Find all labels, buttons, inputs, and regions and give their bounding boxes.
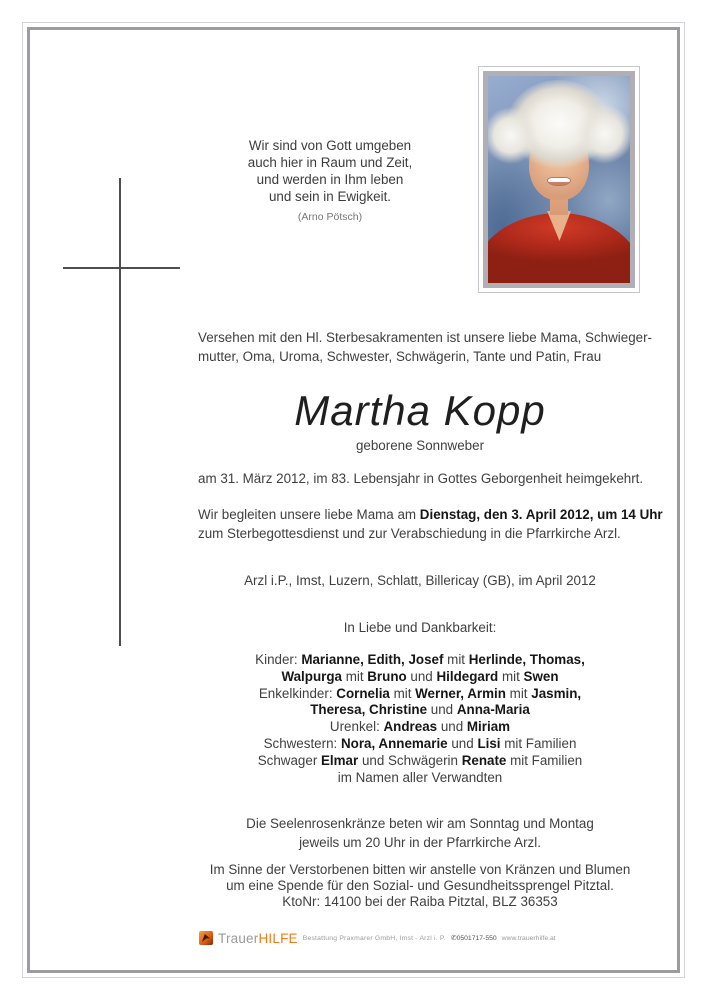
portrait-photo <box>488 76 630 283</box>
smiling-mouth <box>547 177 571 186</box>
brand-name-orange: HILFE <box>258 930 298 946</box>
opening-quote <box>205 137 455 226</box>
trauerhilfe-logo-icon <box>199 931 213 945</box>
donation-note: Im Sinne der Verstorbenen bitten wir anstelle von Kränzen und Blumen um eine Spende für den Sozial- und Gesundheitssprengel Pitztal. KtoNr: 14100 bei der Raiba Pitztal, BLZ 36353 <box>209 862 631 909</box>
cross-symbol-crossbar <box>63 267 180 269</box>
passing-line: am 31. März 2012, im 83. Lebensjahr in Gottes Geborgenheit heimgekehrt. <box>198 471 644 486</box>
portrait-photo-mat <box>483 71 635 288</box>
funeral-home-footer <box>199 929 556 947</box>
quote-lines: Wir sind von Gott umgeben auch hier in Raum und Zeit, und werden in Ihm leben und sein in Ewigkeit. <box>247 138 413 204</box>
phone-value: 0501717-550 <box>456 935 497 942</box>
family-list: Kinder: Marianne, Edith, Josef mit Herlinde, Thomas, Walpurga mit Bruno und Hildegard mit Swen Enkelkinder: Cornelia mit Werner, Armin mit Jasmin, Theresa, Christine und Anna-Maria Urenkel: Andreas und Miriam Schwestern: Nora, Annemarie und Lisi mit Familien Schwager Elmar und Schwägerin Renate mit Familien im Namen aller Verwandten <box>255 652 585 785</box>
places-dateline: Arzl i.P., Imst, Luzern, Schlatt, Billericay (GB), im April 2012 <box>244 573 596 588</box>
rosary-note: Die Seelenrosenkränze beten wir am Sonntag und Montag jeweils um 20 Uhr in der Pfarrkirche Arzl. <box>246 816 594 850</box>
brand-name-gray: Trauer <box>218 930 259 946</box>
website-text: www.trauerhilfe.at <box>501 934 556 942</box>
portrait-photo-frame <box>478 66 640 293</box>
cross-symbol <box>119 178 121 646</box>
quote-attribution: (Arno Pötsch) <box>297 211 363 223</box>
funeral-announcement: Wir begleiten unsere liebe Mama am Dienstag, den 3. April 2012, um 14 Uhr zum Sterbegottesdienst und zur Verabschiedung in die Pfarrkirche Arzl. <box>198 507 663 541</box>
company-line: Bestattung Praxmarer GmbH, Imst - Arzl i. P. <box>302 934 446 942</box>
phone-number <box>451 934 497 942</box>
intro-paragraph: Versehen mit den Hl. Sterbesakramenten ist unsere liebe Mama, Schwieger- mutter, Oma, Uroma, Schwester, Schwägerin, Tante und Patin, Frau <box>198 330 653 364</box>
phone-icon: ✆ <box>450 935 457 942</box>
gratitude-heading: In Liebe und Dankbarkeit: <box>343 620 497 635</box>
deceased-name: Martha Kopp <box>294 387 546 434</box>
white-curly-hair <box>506 80 611 171</box>
maiden-name: geborene Sonnweber <box>355 438 485 453</box>
red-sweater <box>488 213 630 283</box>
brand-name <box>218 931 298 946</box>
